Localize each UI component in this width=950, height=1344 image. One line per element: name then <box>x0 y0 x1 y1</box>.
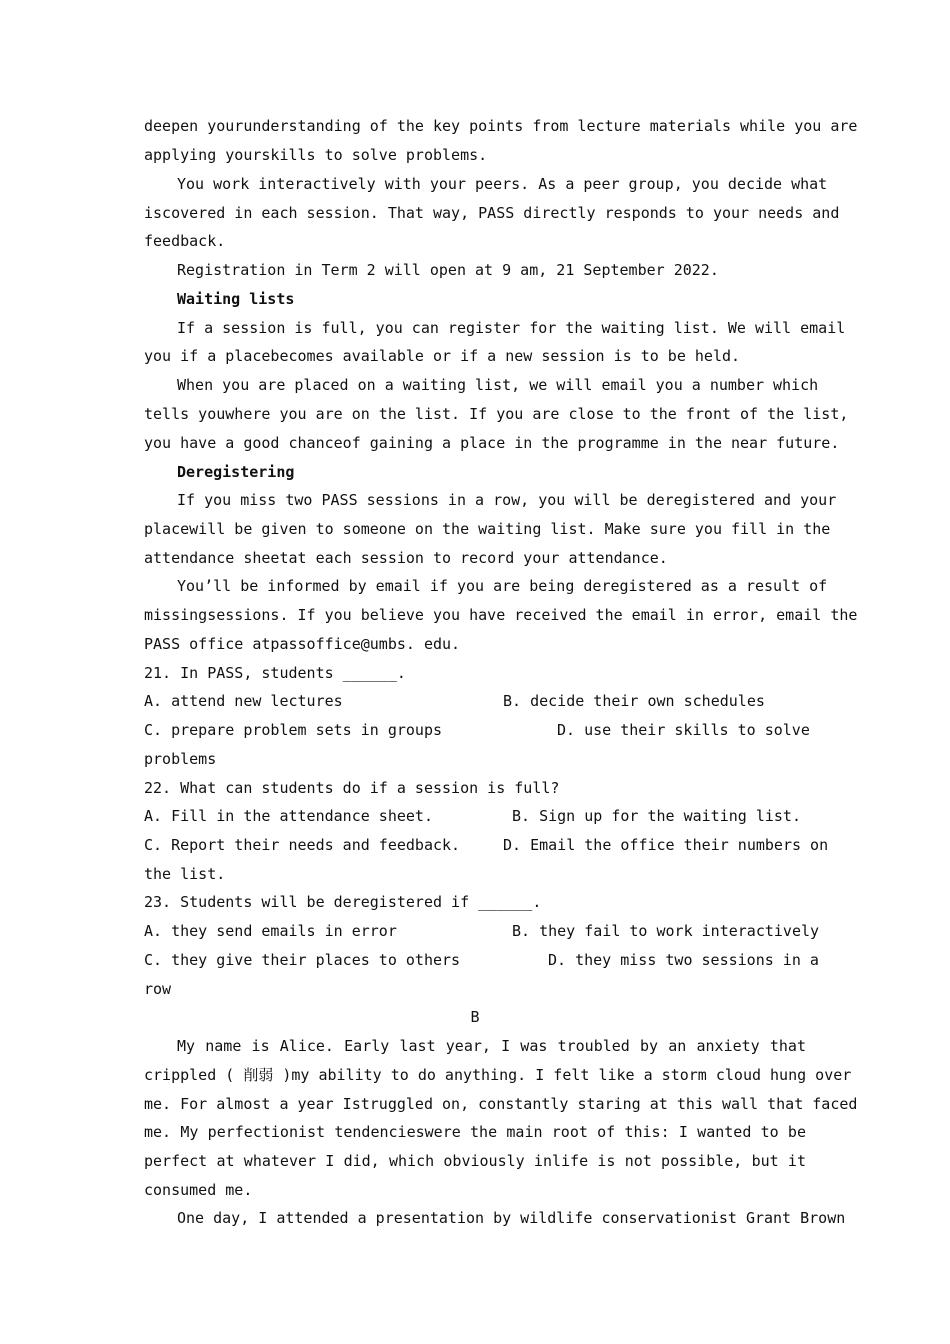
paragraph-line: you have a good chanceof gaining a place in the programme in the near future. <box>144 434 840 452</box>
paragraph-line: If you miss two PASS sessions in a row, you will be deregistered and your <box>177 491 837 509</box>
paragraph-line: My name is Alice. Early last year, I was troubled by an anxiety that <box>177 1037 806 1055</box>
paragraph-line: me. For almost a year Istruggled on, constantly staring at this wall that faced <box>144 1095 858 1113</box>
question-stem-23: 23. Students will be deregistered if ______. <box>144 893 542 911</box>
option-22-d: D. Email the office their numbers on <box>503 836 829 854</box>
paragraph-line: feedback. <box>144 232 226 250</box>
option-22-d-continued: the list. <box>144 865 226 883</box>
paragraph-line: missingsessions. If you believe you have received the email in error, email the <box>144 606 858 624</box>
option-23-a: A. they send emails in error <box>144 922 397 940</box>
option-23-d: D. they miss two sessions in a <box>548 951 819 969</box>
paragraph-line: Registration in Term 2 will open at 9 am, 21 September 2022. <box>177 261 719 279</box>
option-21-b: B. decide their own schedules <box>503 692 765 710</box>
paragraph-line: One day, I attended a presentation by wildlife conservationist Grant Brown <box>177 1209 846 1227</box>
paragraph-line: consumed me. <box>144 1181 253 1199</box>
option-21-c: C. prepare problem sets in groups <box>144 721 443 739</box>
option-23-c: C. they give their places to others <box>144 951 461 969</box>
paragraph-line: You work interactively with your peers. As a peer group, you decide what <box>177 175 828 193</box>
paragraph-line: When you are placed on a waiting list, we will email you a number which <box>177 376 819 394</box>
paragraph-line: attendance sheetat each session to record your attendance. <box>144 549 668 567</box>
option-21-a: A. attend new lectures <box>144 692 343 710</box>
section-heading-deregistering: Deregistering <box>177 463 295 481</box>
passage-b-label: B <box>470 1008 480 1026</box>
option-22-a: A. Fill in the attendance sheet. <box>144 807 433 825</box>
paragraph-line: iscovered in each session. That way, PASS directly responds to your needs and <box>144 204 840 222</box>
paragraph-line: you if a placebecomes available or if a new session is to be held. <box>144 347 741 365</box>
option-22-c: C. Report their needs and feedback. <box>144 836 461 854</box>
paragraph-line: crippled ( 削弱 )my ability to do anything. I felt like a storm cloud hung over <box>144 1066 852 1084</box>
option-21-d-continued: problems <box>144 750 217 768</box>
option-21-d: D. use their skills to solve <box>557 721 810 739</box>
paragraph-line: placewill be given to someone on the waiting list. Make sure you fill in the <box>144 520 831 538</box>
paragraph-line: me. My perfectionist tendencieswere the main root of this: I wanted to be <box>144 1123 806 1141</box>
paragraph-line: PASS office atpassoffice@umbs. edu. <box>144 635 461 653</box>
paragraph-line: applying yourskills to solve problems. <box>144 146 488 164</box>
paragraph-line: deepen yourunderstanding of the key points from lecture materials while you are <box>144 117 858 135</box>
paragraph-line: If a session is full, you can register for the waiting list. We will email <box>177 319 846 337</box>
paragraph-line: You’ll be informed by email if you are being deregistered as a result of <box>177 577 828 595</box>
option-22-b: B. Sign up for the waiting list. <box>512 807 801 825</box>
option-23-d-continued: row <box>144 980 172 998</box>
paragraph-line: perfect at whatever I did, which obviously inlife is not possible, but it <box>144 1152 806 1170</box>
option-23-b: B. they fail to work interactively <box>512 922 820 940</box>
question-stem-21: 21. In PASS, students ______. <box>144 664 406 682</box>
question-stem-22: 22. What can students do if a session is full? <box>144 779 560 797</box>
section-heading-waiting-lists: Waiting lists <box>177 290 295 308</box>
paragraph-line: tells youwhere you are on the list. If you are close to the front of the list, <box>144 405 849 423</box>
